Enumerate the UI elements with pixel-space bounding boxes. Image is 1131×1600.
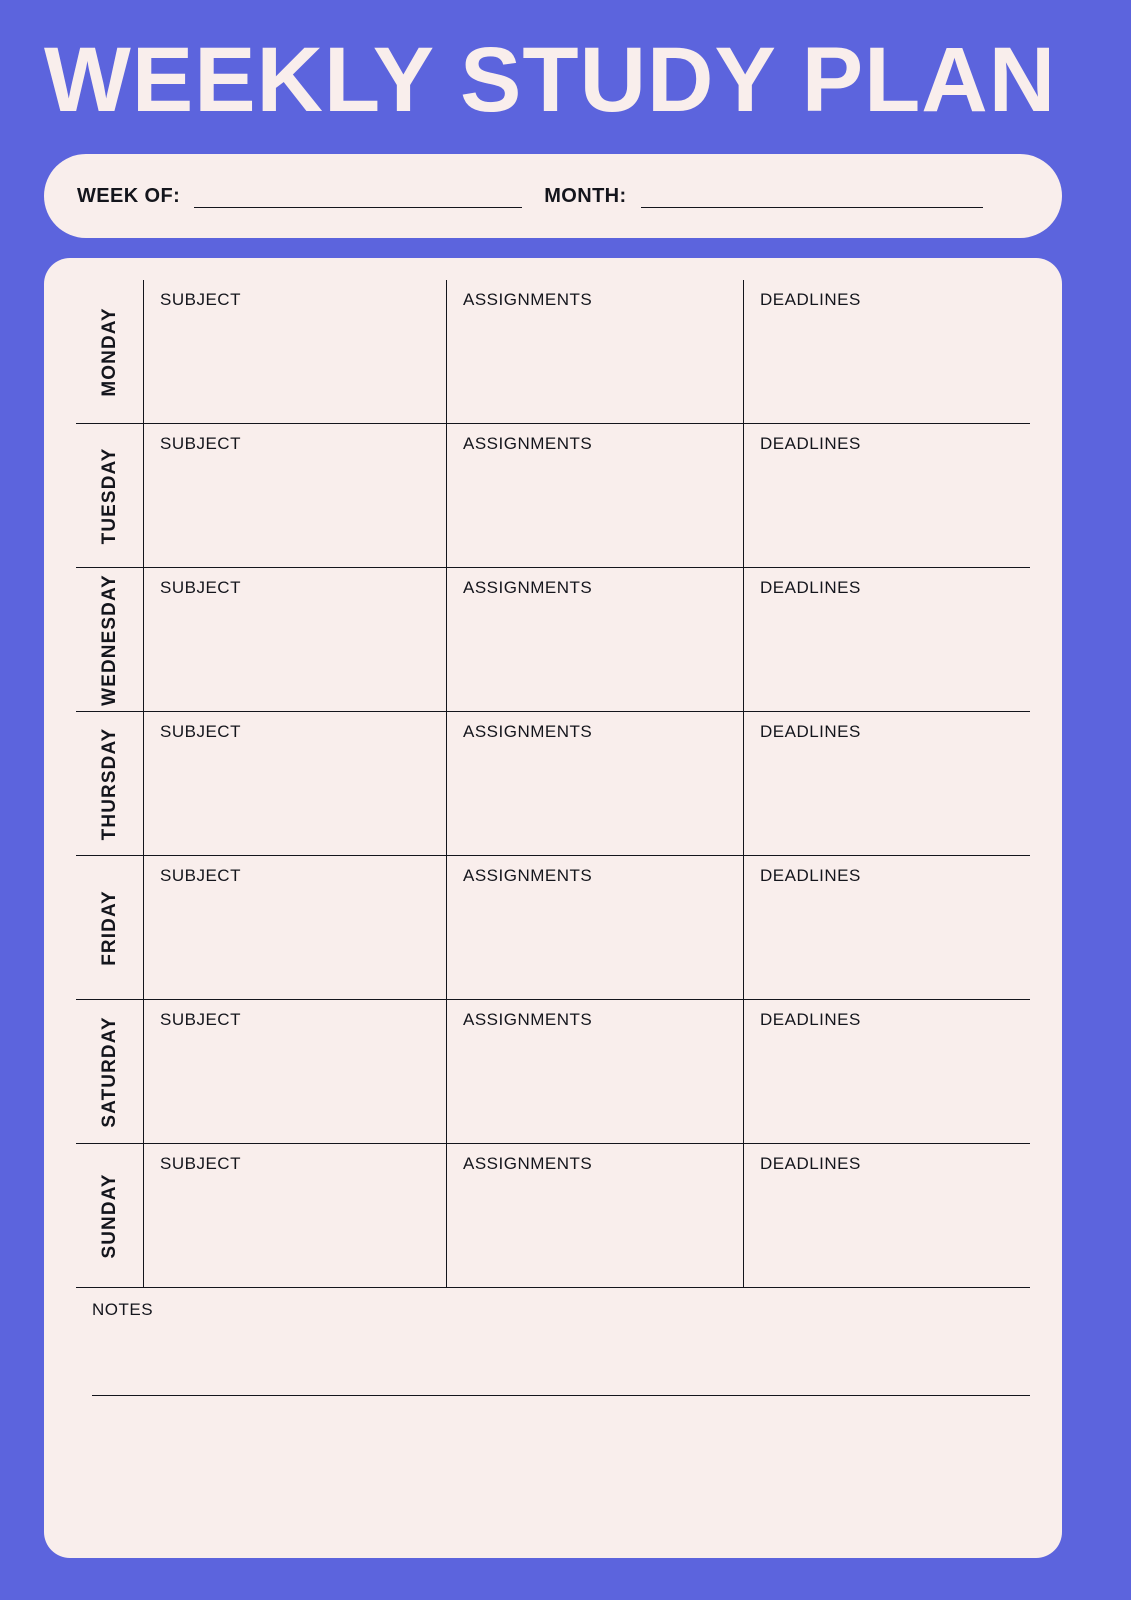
assignments-cell[interactable]	[447, 280, 744, 423]
subject-cell[interactable]	[144, 712, 447, 855]
planner-card	[44, 258, 1062, 1558]
day-label-cell	[76, 856, 144, 999]
subject-cell[interactable]	[144, 280, 447, 423]
deadlines-cell[interactable]	[744, 568, 1030, 711]
table-row	[76, 1000, 1030, 1144]
deadlines-cell[interactable]	[744, 712, 1030, 855]
deadlines-cell[interactable]	[744, 424, 1030, 567]
subject-header: SUBJECT	[160, 722, 241, 741]
subject-header: SUBJECT	[160, 290, 241, 309]
subject-header: SUBJECT	[160, 434, 241, 453]
week-month-bar	[44, 154, 1062, 238]
day-label-cell	[76, 568, 144, 711]
notes-input-line[interactable]	[92, 1395, 1030, 1397]
deadlines-header: DEADLINES	[760, 722, 861, 741]
table-row	[76, 568, 1030, 712]
deadlines-header: DEADLINES	[760, 290, 861, 309]
day-label: SATURDAY	[98, 1015, 120, 1128]
deadlines-header: DEADLINES	[760, 1010, 861, 1029]
planner-table	[76, 280, 1030, 1418]
deadlines-header: DEADLINES	[760, 578, 861, 597]
table-row	[76, 712, 1030, 856]
subject-cell[interactable]	[144, 856, 447, 999]
day-label: TUESDAY	[98, 447, 120, 544]
assignments-header: ASSIGNMENTS	[463, 434, 593, 453]
day-label-cell	[76, 712, 144, 855]
week-of-input-line[interactable]	[194, 207, 522, 208]
assignments-header: ASSIGNMENTS	[463, 290, 593, 309]
table-row	[76, 424, 1030, 568]
day-label-cell	[76, 280, 144, 423]
day-label: MONDAY	[98, 306, 120, 397]
assignments-header: ASSIGNMENTS	[463, 578, 593, 597]
day-label: THURSDAY	[98, 727, 120, 840]
assignments-cell[interactable]	[447, 568, 744, 711]
day-label: WEDNESDAY	[98, 573, 120, 706]
table-row	[76, 280, 1030, 424]
subject-header: SUBJECT	[160, 866, 241, 885]
subject-header: SUBJECT	[160, 1010, 241, 1029]
subject-header: SUBJECT	[160, 578, 241, 597]
subject-cell[interactable]	[144, 424, 447, 567]
subject-cell[interactable]	[144, 1144, 447, 1287]
day-label-cell	[76, 1000, 144, 1143]
day-label: FRIDAY	[98, 889, 120, 966]
assignments-cell[interactable]	[447, 424, 744, 567]
day-label-cell	[76, 1144, 144, 1287]
assignments-header: ASSIGNMENTS	[463, 722, 593, 741]
deadlines-cell[interactable]	[744, 1000, 1030, 1143]
table-row	[76, 856, 1030, 1000]
deadlines-header: DEADLINES	[760, 1154, 861, 1173]
month-input-line[interactable]	[641, 207, 983, 208]
notes-label: NOTES	[92, 1300, 154, 1319]
assignments-header: ASSIGNMENTS	[463, 1010, 593, 1029]
assignments-cell[interactable]	[447, 712, 744, 855]
deadlines-cell[interactable]	[744, 1144, 1030, 1287]
table-row	[76, 1144, 1030, 1288]
assignments-cell[interactable]	[447, 1000, 744, 1143]
page-title: WEEKLY STUDY PLAN	[44, 29, 1057, 131]
subject-cell[interactable]	[144, 568, 447, 711]
deadlines-header: DEADLINES	[760, 434, 861, 453]
day-label-cell	[76, 424, 144, 567]
assignments-cell[interactable]	[447, 856, 744, 999]
day-label: SUNDAY	[98, 1172, 120, 1259]
week-of-label: WEEK OF:	[77, 184, 181, 207]
subject-cell[interactable]	[144, 1000, 447, 1143]
assignments-cell[interactable]	[447, 1144, 744, 1287]
assignments-header: ASSIGNMENTS	[463, 866, 593, 885]
deadlines-cell[interactable]	[744, 280, 1030, 423]
month-label: MONTH:	[544, 184, 627, 207]
subject-header: SUBJECT	[160, 1154, 241, 1173]
deadlines-cell[interactable]	[744, 856, 1030, 999]
notes-section[interactable]	[76, 1288, 1030, 1418]
deadlines-header: DEADLINES	[760, 866, 861, 885]
assignments-header: ASSIGNMENTS	[463, 1154, 593, 1173]
